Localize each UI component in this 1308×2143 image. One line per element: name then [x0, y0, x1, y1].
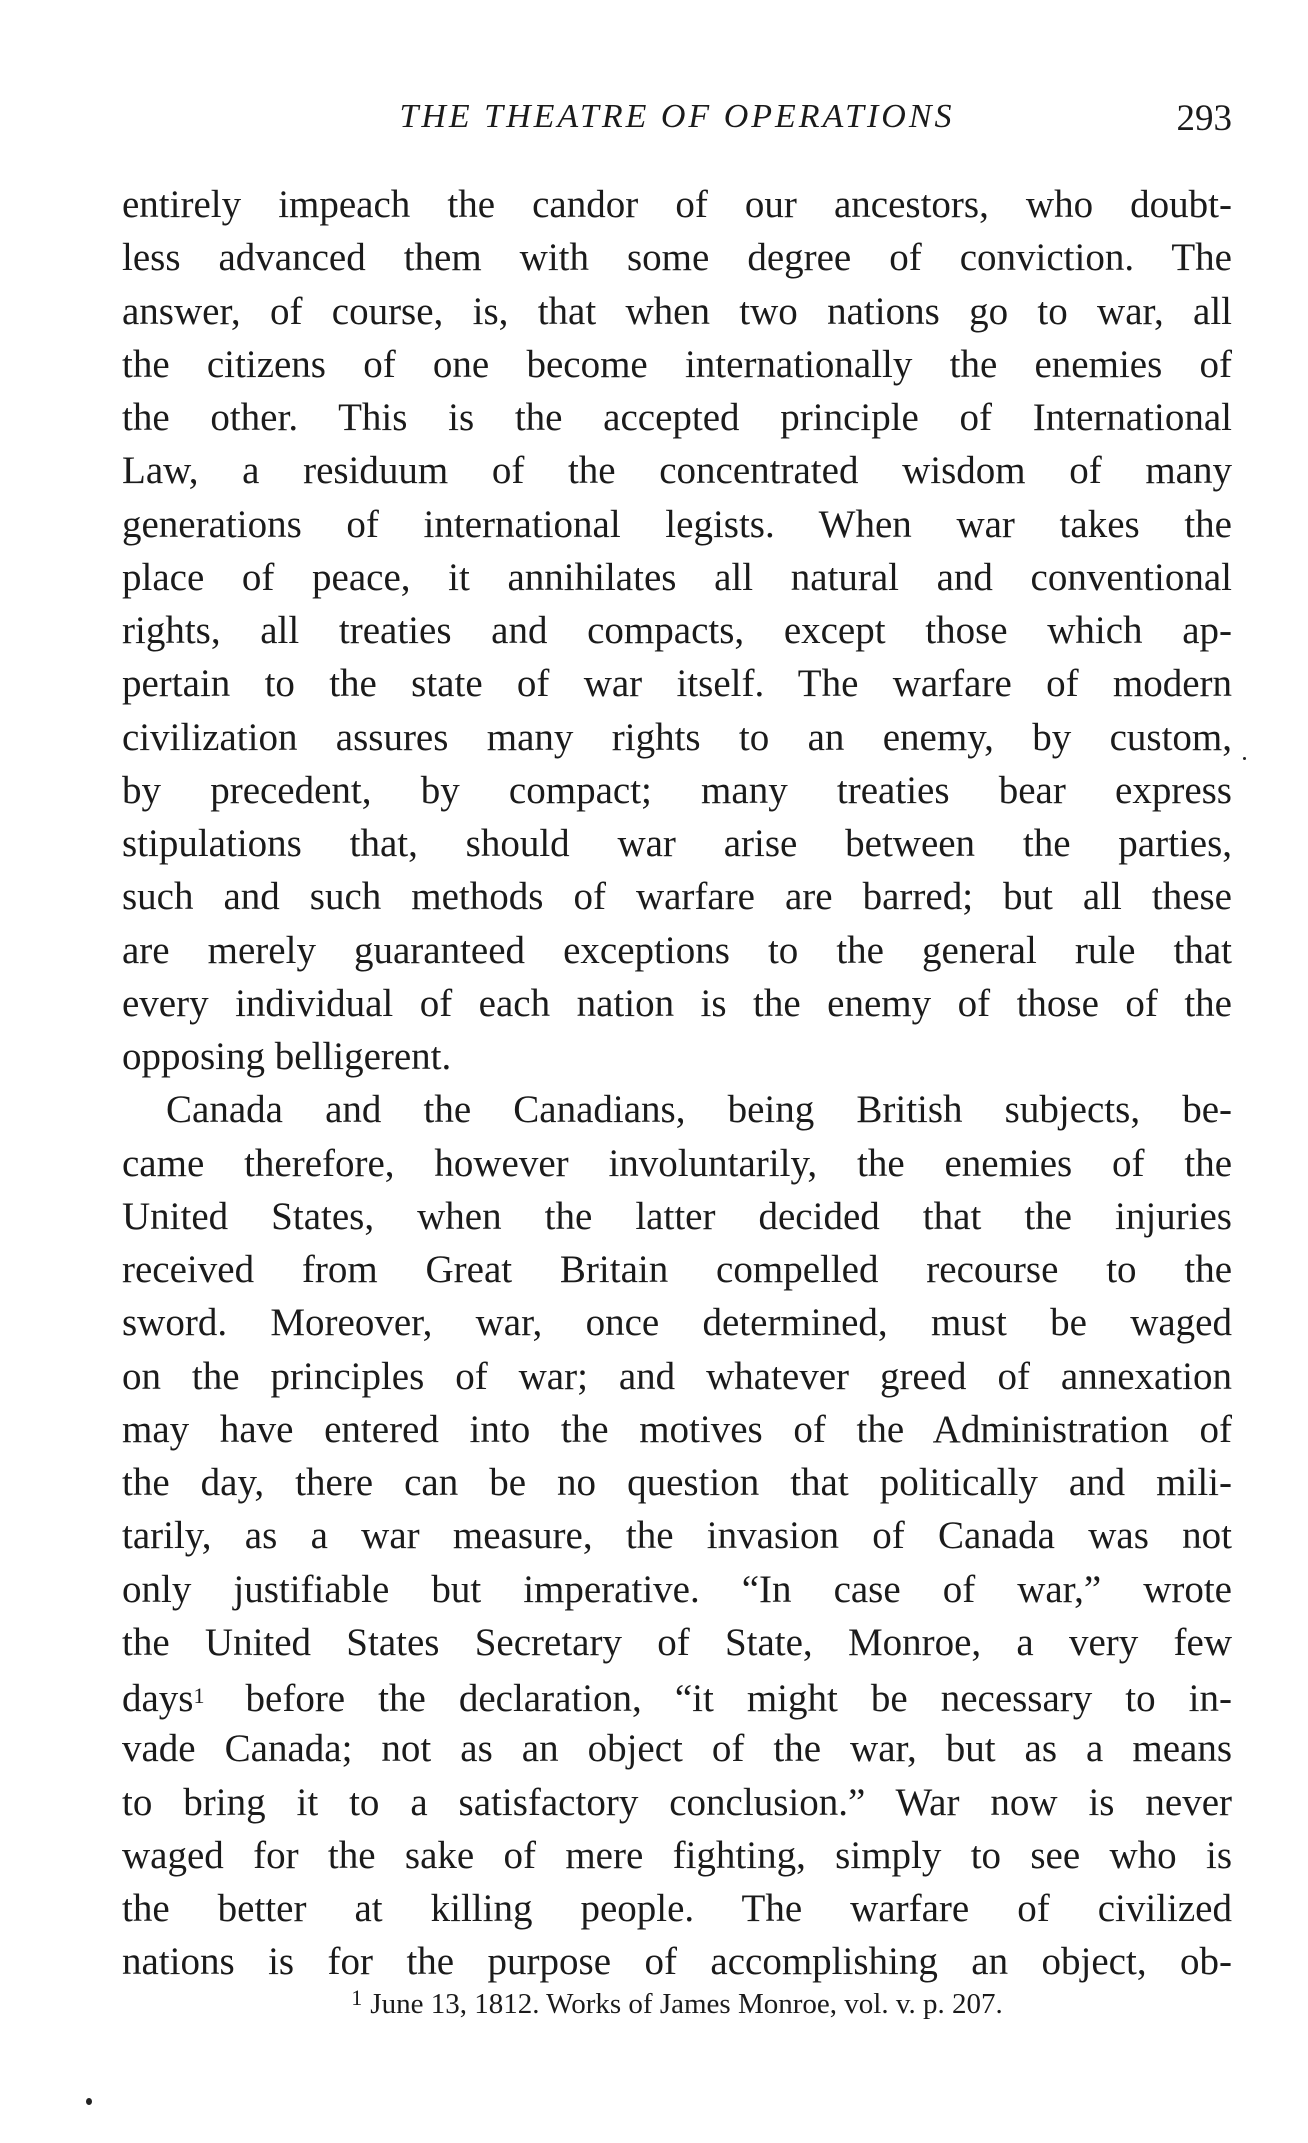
text-line: less advanced them with some degree of conviction. The: [122, 236, 1232, 280]
text-line: such and such methods of warfare are barred; but all these: [122, 875, 1232, 919]
print-speck: [86, 2098, 92, 2105]
text-line: vade Canada; not as an object of the war, but as a means: [122, 1727, 1232, 1771]
body-text: [122, 178, 1232, 1989]
text-line: civilization assures many rights to an enemy, by custom,: [122, 715, 1232, 759]
text-line: pertain to the state of war itself. The warfare of modern: [122, 662, 1232, 706]
running-title: THE THEATRE OF OPERATIONS: [399, 98, 955, 135]
footnote-reference: 1: [193, 1683, 205, 1708]
footnote-marker: 1: [351, 1985, 363, 2010]
text-line: Law, a residuum of the concentrated wisdom of many: [122, 449, 1232, 493]
text-line: came therefore, however involuntarily, the enemies of the: [122, 1141, 1232, 1185]
text-line: only justifiable but imperative. “In case of war,” wrote: [122, 1567, 1232, 1611]
page-number: 293: [1176, 98, 1232, 139]
text-line: the day, there can be no question that politically and mili-: [122, 1461, 1232, 1504]
text-line: the better at killing people. The warfare of civilized: [122, 1887, 1232, 1930]
text-line: answer, of course, is, that when two nations go to war, all: [122, 289, 1232, 333]
text-line: the other. This is the accepted principle of International: [122, 396, 1232, 439]
text-line: may have entered into the motives of the Administration of: [122, 1407, 1232, 1451]
paragraph-start-line: Canada and the Canadians, being British subjects, be-: [166, 1088, 1232, 1132]
footnote: [122, 1978, 1232, 2024]
text-line: place of peace, it annihilates all natural and conventional: [122, 555, 1232, 599]
text-line: the United States Secretary of State, Monroe, a very few: [122, 1620, 1232, 1664]
text-line: entirely impeach the candor of our ancestors, who doubt-: [122, 183, 1232, 226]
print-speck: [1243, 757, 1246, 760]
footnote-text: June 13, 1812. Works of James Monroe, vol. v. p. 207.: [370, 1988, 1003, 2020]
running-head: [122, 92, 1232, 142]
text-segment: before the declaration, “it might be necessary to in-: [212, 1677, 1232, 1720]
text-line: on the principles of war; and whatever greed of annexation: [122, 1354, 1232, 1398]
text-line: sword. Moreover, war, once determined, must be waged: [122, 1301, 1232, 1345]
text-line: the citizens of one become internationally the enemies of: [122, 342, 1232, 386]
text-line: to bring it to a satisfactory conclusion.” War now is never: [122, 1780, 1232, 1824]
text-line: by precedent, by compact; many treaties bear express: [122, 768, 1232, 812]
paragraph-end-line: opposing belligerent.: [122, 1035, 452, 1078]
text-line: nations is for the purpose of accomplishing an object, ob-: [122, 1940, 1232, 1984]
text-line: are merely guaranteed exceptions to the general rule that: [122, 928, 1232, 972]
text-line-with-footnote-ref: [122, 1669, 1232, 1722]
text-line: stipulations that, should war arise between the parties,: [122, 822, 1232, 865]
text-line: rights, all treaties and compacts, except those which ap-: [122, 609, 1232, 652]
text-line: generations of international legists. When war takes the: [122, 502, 1232, 546]
text-line: United States, when the latter decided that the injuries: [122, 1194, 1232, 1238]
text-line: received from Great Britain compelled recourse to the: [122, 1248, 1232, 1291]
text-segment: days: [122, 1677, 194, 1720]
text-line: waged for the sake of mere fighting, simply to see who is: [122, 1833, 1232, 1877]
text-line: every individual of each nation is the enemy of those of the: [122, 981, 1232, 1025]
text-line: tarily, as a war measure, the invasion of Canada was not: [122, 1514, 1232, 1558]
